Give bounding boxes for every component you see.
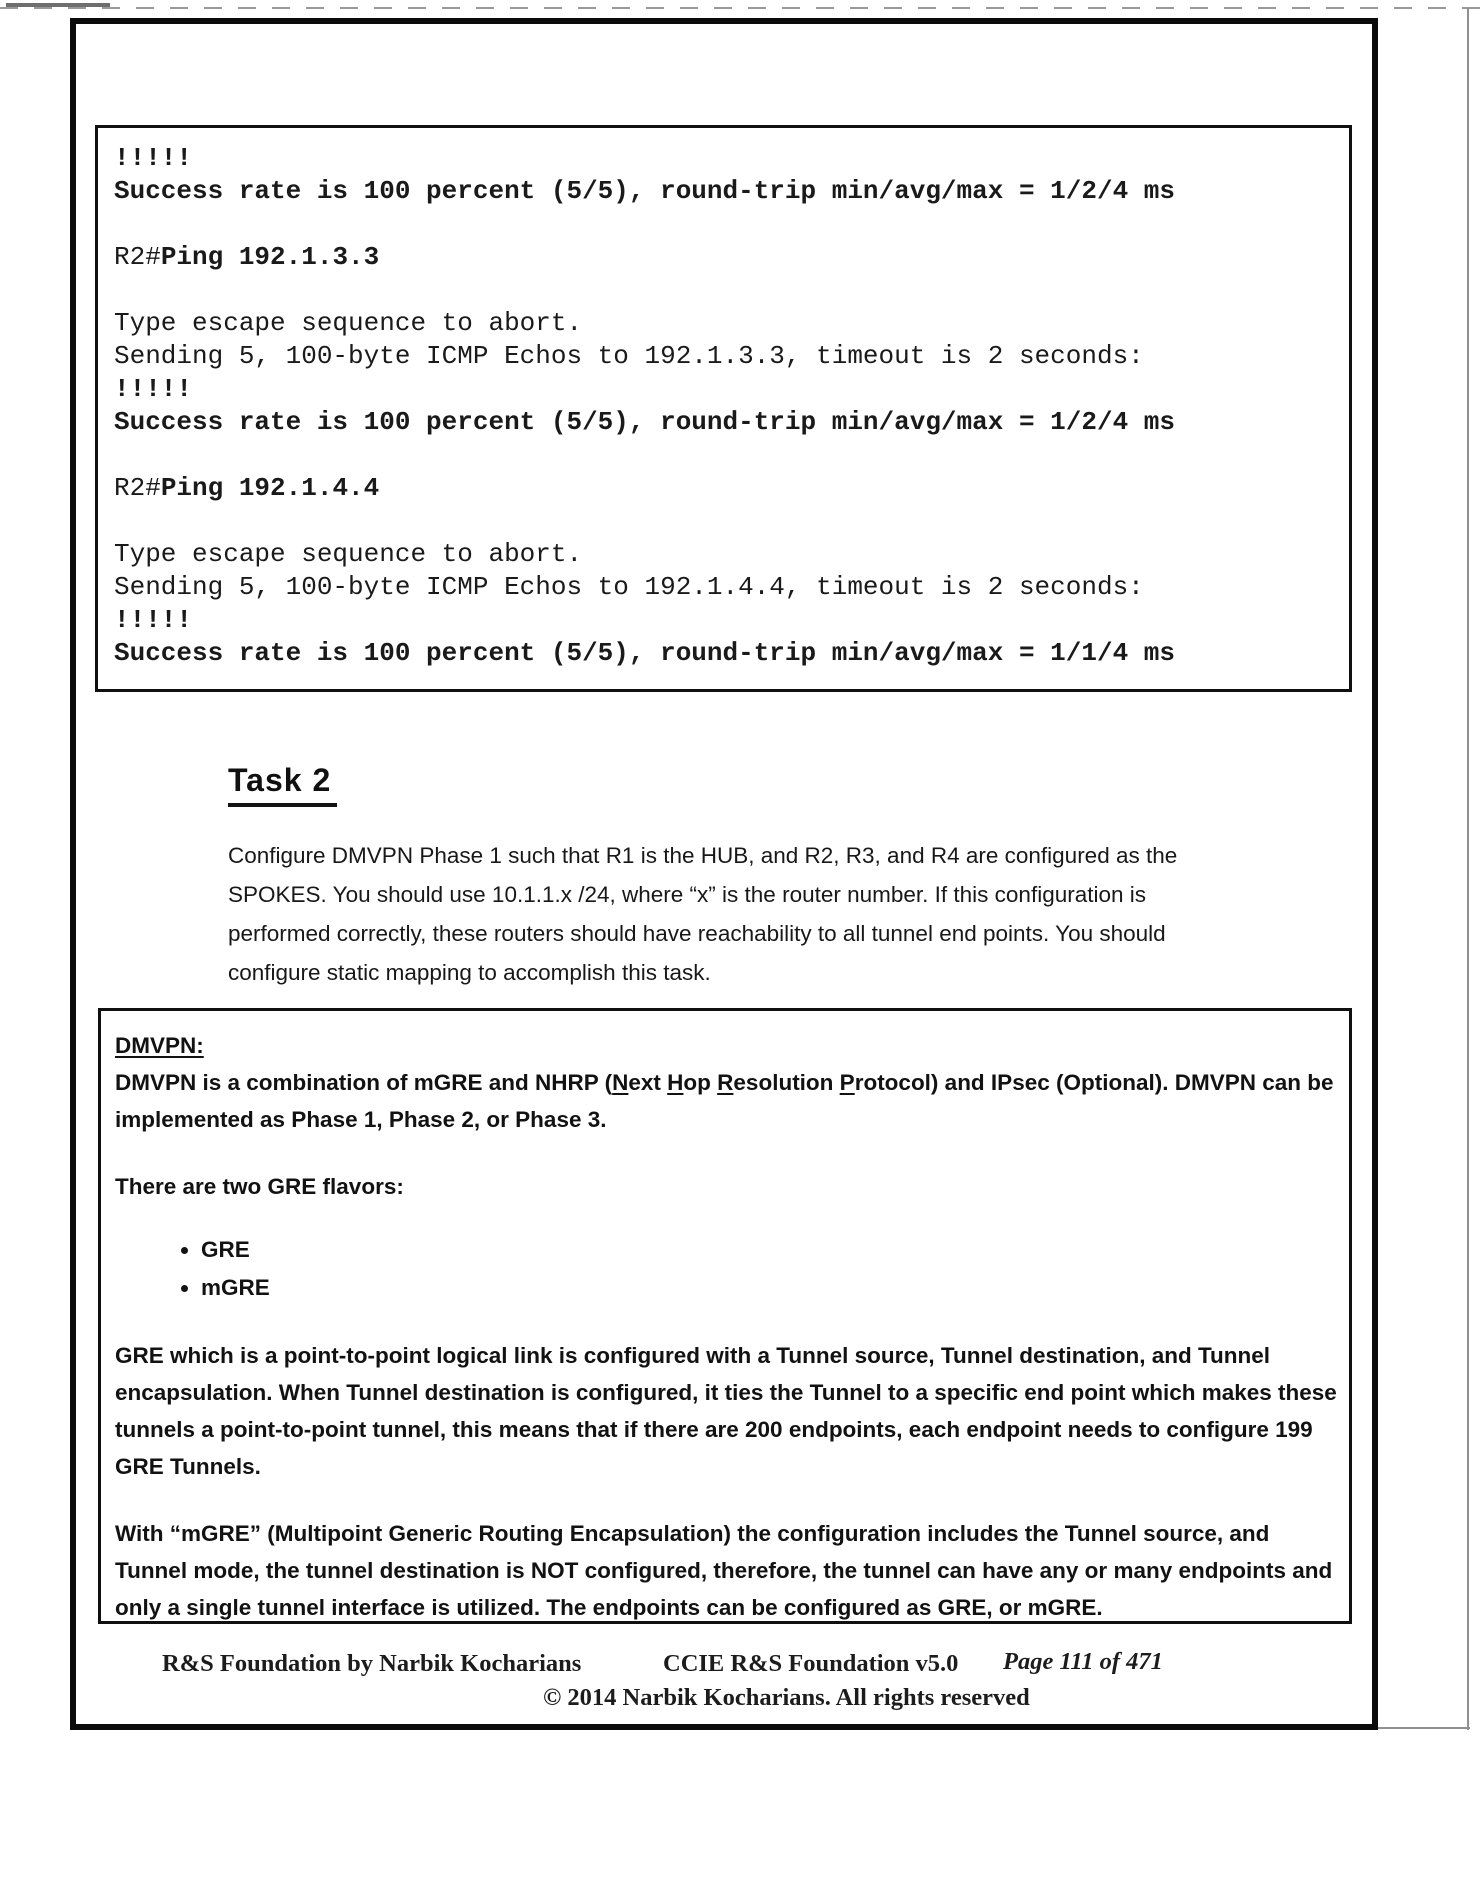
terminal-output-box <box>95 125 1352 692</box>
gre-paragraph: GRE which is a point-to-point logical link is configured with a Tunnel source, Tunnel destination, and Tunnel encapsulation. When Tunnel destination is configured, it ties the Tunnel to a specific end point which makes these tunnels a point-to-point tunnel, this means that if there are 200 endpoints, each endpoint needs to configure 199 GRE Tunnels. <box>115 1343 1337 1479</box>
terminal-line: !!!!! <box>114 605 193 635</box>
task-2-heading: Task 2 <box>228 762 337 807</box>
footer-copyright: © 2014 Narbik Kocharians. All rights reserved <box>543 1684 1030 1711</box>
dmvpn-heading: DMVPN: <box>115 1033 204 1058</box>
dmvpn-intro-paragraph: DMVPN is a combination of mGRE and NHRP (Next Hop Resolution Protocol) and IPsec (Optional). DMVPN can be implemented as Phase 1, Phase 2, or Phase 3. <box>115 1070 1334 1132</box>
terminal-line: Success rate is 100 percent (5/5), round-trip min/avg/max = 1/1/4 ms <box>114 638 1175 668</box>
mgre-paragraph: With “mGRE” (Multipoint Generic Routing Encapsulation) the configuration includes the Tunnel source, and Tunnel mode, the tunnel destination is NOT configured, therefore, the tunnel can have any or many endpoints and only a single tunnel interface is utilized. The endpoints can be configured as GRE, or mGRE. <box>115 1521 1333 1620</box>
gre-flavors-line: There are two GRE flavors: <box>115 1174 404 1199</box>
terminal-line: R2#Ping 192.1.4.4 <box>114 473 380 503</box>
terminal-line: Sending 5, 100-byte ICMP Echos to 192.1.3.3, timeout is 2 seconds: <box>114 341 1144 371</box>
gre-flavors-list <box>115 1231 1337 1307</box>
list-item-mgre: • mGRE <box>201 1269 1337 1307</box>
scan-artifact-right-edge-line <box>1467 8 1469 1730</box>
terminal-line: !!!!! <box>114 374 193 404</box>
footer-edition: CCIE R&S Foundation v5.0 <box>663 1650 959 1677</box>
terminal-line: !!!!! <box>114 143 193 173</box>
dmvpn-note-box <box>98 1008 1352 1624</box>
terminal-line <box>114 208 1341 241</box>
terminal-line <box>114 439 1341 472</box>
terminal-line: Success rate is 100 percent (5/5), round-trip min/avg/max = 1/2/4 ms <box>114 407 1175 437</box>
terminal-line: Sending 5, 100-byte ICMP Echos to 192.1.4.4, timeout is 2 seconds: <box>114 572 1144 602</box>
footer-book-title: R&S Foundation by Narbik Kocharians <box>162 1650 582 1677</box>
terminal-line <box>114 274 1341 307</box>
footer-page-number: Page 111 of 471 <box>1003 1648 1163 1675</box>
task-2-description: Configure DMVPN Phase 1 such that R1 is the HUB, and R2, R3, and R4 are configured as the SPOKES. You should use 10.1.1.x /24, where “x” is the router number. If this configuration is performed correctly, these routers should have reachability to all tunnel end points. You should configure static mapping to accomplish this task. <box>228 843 1178 985</box>
terminal-line: Success rate is 100 percent (5/5), round-trip min/avg/max = 1/2/4 ms <box>114 176 1175 206</box>
terminal-line: Type escape sequence to abort. <box>114 539 583 569</box>
list-item-gre: • GRE <box>201 1231 1337 1269</box>
terminal-line <box>114 505 1341 538</box>
scan-artifact-top-dashed-line <box>0 7 1483 9</box>
terminal-line: R2#Ping 192.1.3.3 <box>114 242 380 272</box>
scan-artifact-bottom-edge-line <box>1378 1727 1470 1729</box>
terminal-line: Type escape sequence to abort. <box>114 308 583 338</box>
